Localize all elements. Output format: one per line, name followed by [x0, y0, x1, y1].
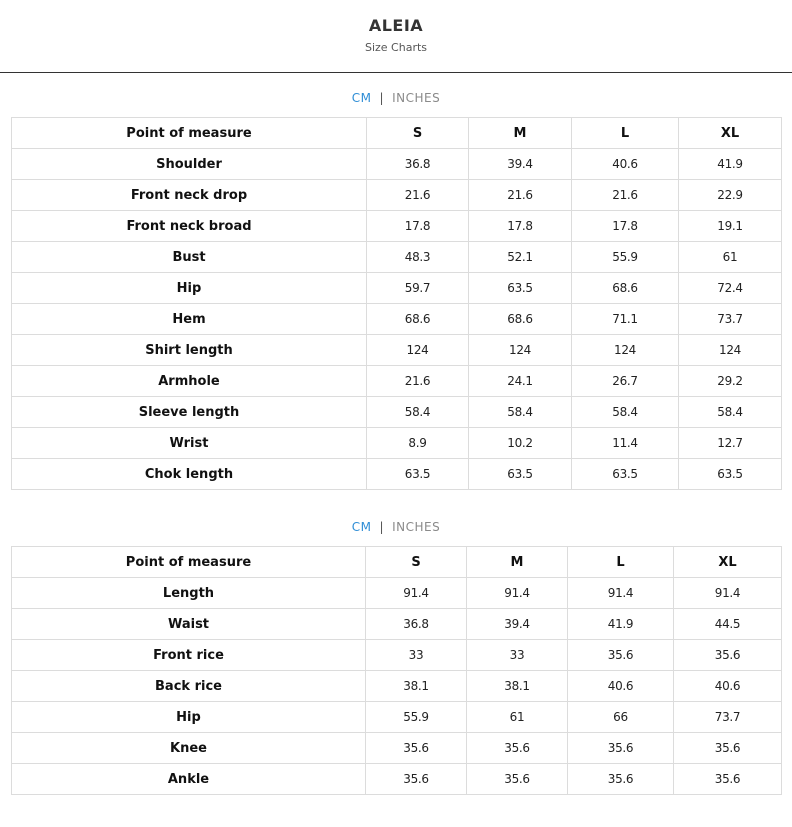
table-row [12, 578, 782, 609]
measure-value: 63.5 [679, 459, 782, 490]
measure-value: 19.1 [679, 211, 782, 242]
column-header: M [469, 118, 572, 149]
measure-value: 63.5 [469, 273, 572, 304]
measure-value: 52.1 [469, 242, 572, 273]
measure-label: Hip [12, 702, 366, 733]
measure-value: 36.8 [366, 609, 467, 640]
measure-label: Back rice [12, 671, 366, 702]
unit-cm-button[interactable]: CM [351, 91, 372, 105]
table-row [12, 702, 782, 733]
table-row [12, 640, 782, 671]
measure-value: 73.7 [674, 702, 782, 733]
measure-value: 12.7 [679, 428, 782, 459]
measure-label: Hem [12, 304, 367, 335]
measure-value: 21.6 [572, 180, 679, 211]
measure-value: 39.4 [469, 149, 572, 180]
measure-label: Bust [12, 242, 367, 273]
table-row [12, 304, 782, 335]
measure-value: 11.4 [572, 428, 679, 459]
measure-value: 91.4 [674, 578, 782, 609]
measure-value: 58.4 [679, 397, 782, 428]
measure-value: 71.1 [572, 304, 679, 335]
table-header-row [12, 547, 782, 578]
column-header: Point of measure [12, 118, 367, 149]
table-row [12, 671, 782, 702]
measure-value: 24.1 [469, 366, 572, 397]
measure-value: 63.5 [367, 459, 469, 490]
measure-value: 38.1 [467, 671, 568, 702]
measure-label: Shirt length [12, 335, 367, 366]
measure-value: 72.4 [679, 273, 782, 304]
measure-value: 35.6 [467, 733, 568, 764]
measure-value: 66 [568, 702, 674, 733]
measure-value: 63.5 [572, 459, 679, 490]
measure-label: Chok length [12, 459, 367, 490]
measure-value: 41.9 [568, 609, 674, 640]
unit-separator: | [379, 91, 385, 105]
measure-value: 68.6 [572, 273, 679, 304]
measure-value: 58.4 [572, 397, 679, 428]
measure-value: 35.6 [674, 733, 782, 764]
measure-label: Wrist [12, 428, 367, 459]
table-row [12, 397, 782, 428]
measure-value: 124 [679, 335, 782, 366]
measure-value: 59.7 [367, 273, 469, 304]
measure-value: 55.9 [572, 242, 679, 273]
measure-label: Waist [12, 609, 366, 640]
measure-value: 48.3 [367, 242, 469, 273]
table-row [12, 428, 782, 459]
measure-value: 124 [469, 335, 572, 366]
measure-label: Knee [12, 733, 366, 764]
measure-value: 17.8 [367, 211, 469, 242]
measure-value: 58.4 [469, 397, 572, 428]
measure-value: 68.6 [469, 304, 572, 335]
measure-label: Front rice [12, 640, 366, 671]
measure-value: 44.5 [674, 609, 782, 640]
column-header: XL [679, 118, 782, 149]
measure-value: 40.6 [572, 149, 679, 180]
measure-value: 35.6 [366, 733, 467, 764]
measure-value: 26.7 [572, 366, 679, 397]
measure-value: 91.4 [366, 578, 467, 609]
table-row [12, 211, 782, 242]
unit-inches-button[interactable]: INCHES [392, 91, 441, 105]
measure-value: 124 [572, 335, 679, 366]
table-row [12, 335, 782, 366]
page-subtitle: Size Charts [364, 41, 428, 54]
measure-value: 10.2 [469, 428, 572, 459]
column-header: M [467, 547, 568, 578]
measure-value: 17.8 [469, 211, 572, 242]
measure-value: 91.4 [568, 578, 674, 609]
table-row [12, 733, 782, 764]
measure-value: 58.4 [367, 397, 469, 428]
page-header [0, 0, 792, 73]
top-size-table [11, 117, 782, 490]
measure-value: 40.6 [674, 671, 782, 702]
measure-value: 8.9 [367, 428, 469, 459]
measure-value: 36.8 [367, 149, 469, 180]
table-row [12, 366, 782, 397]
measure-label: Front neck drop [12, 180, 367, 211]
measure-value: 21.6 [469, 180, 572, 211]
measure-value: 35.6 [674, 764, 782, 795]
measure-value: 63.5 [469, 459, 572, 490]
measure-value: 35.6 [568, 733, 674, 764]
measure-value: 33 [366, 640, 467, 671]
table-row [12, 149, 782, 180]
measure-value: 35.6 [467, 764, 568, 795]
measure-value: 21.6 [367, 180, 469, 211]
column-header: L [568, 547, 674, 578]
measure-value: 35.6 [568, 764, 674, 795]
table-header-row [12, 118, 782, 149]
unit-separator: | [379, 520, 385, 534]
measure-label: Ankle [12, 764, 366, 795]
measure-label: Hip [12, 273, 367, 304]
measure-value: 21.6 [367, 366, 469, 397]
measure-value: 38.1 [366, 671, 467, 702]
unit-toggle [0, 90, 792, 106]
measure-value: 40.6 [568, 671, 674, 702]
measure-value: 33 [467, 640, 568, 671]
top-size-chart-section [0, 90, 792, 490]
column-header: Point of measure [12, 547, 366, 578]
measure-label: Length [12, 578, 366, 609]
measure-value: 17.8 [572, 211, 679, 242]
bottom-size-table [11, 546, 782, 795]
table-row [12, 459, 782, 490]
measure-value: 39.4 [467, 609, 568, 640]
measure-value: 61 [467, 702, 568, 733]
measure-value: 35.6 [366, 764, 467, 795]
column-header: L [572, 118, 679, 149]
unit-toggle [0, 519, 792, 535]
unit-cm-button[interactable]: CM [351, 520, 372, 534]
column-header: XL [674, 547, 782, 578]
measure-value: 55.9 [366, 702, 467, 733]
table-row [12, 609, 782, 640]
measure-value: 61 [679, 242, 782, 273]
measure-value: 41.9 [679, 149, 782, 180]
measure-value: 68.6 [367, 304, 469, 335]
brand-name: ALEIA [368, 16, 424, 35]
measure-label: Sleeve length [12, 397, 367, 428]
measure-value: 73.7 [679, 304, 782, 335]
measure-value: 22.9 [679, 180, 782, 211]
column-header: S [366, 547, 467, 578]
column-header: S [367, 118, 469, 149]
table-row [12, 242, 782, 273]
unit-inches-button[interactable]: INCHES [392, 520, 441, 534]
measure-label: Armhole [12, 366, 367, 397]
measure-label: Front neck broad [12, 211, 367, 242]
table-row [12, 273, 782, 304]
measure-value: 29.2 [679, 366, 782, 397]
bottom-size-chart-section [0, 519, 792, 795]
table-row [12, 180, 782, 211]
measure-value: 35.6 [568, 640, 674, 671]
table-row [12, 764, 782, 795]
measure-value: 91.4 [467, 578, 568, 609]
measure-label: Shoulder [12, 149, 367, 180]
measure-value: 35.6 [674, 640, 782, 671]
measure-value: 124 [367, 335, 469, 366]
